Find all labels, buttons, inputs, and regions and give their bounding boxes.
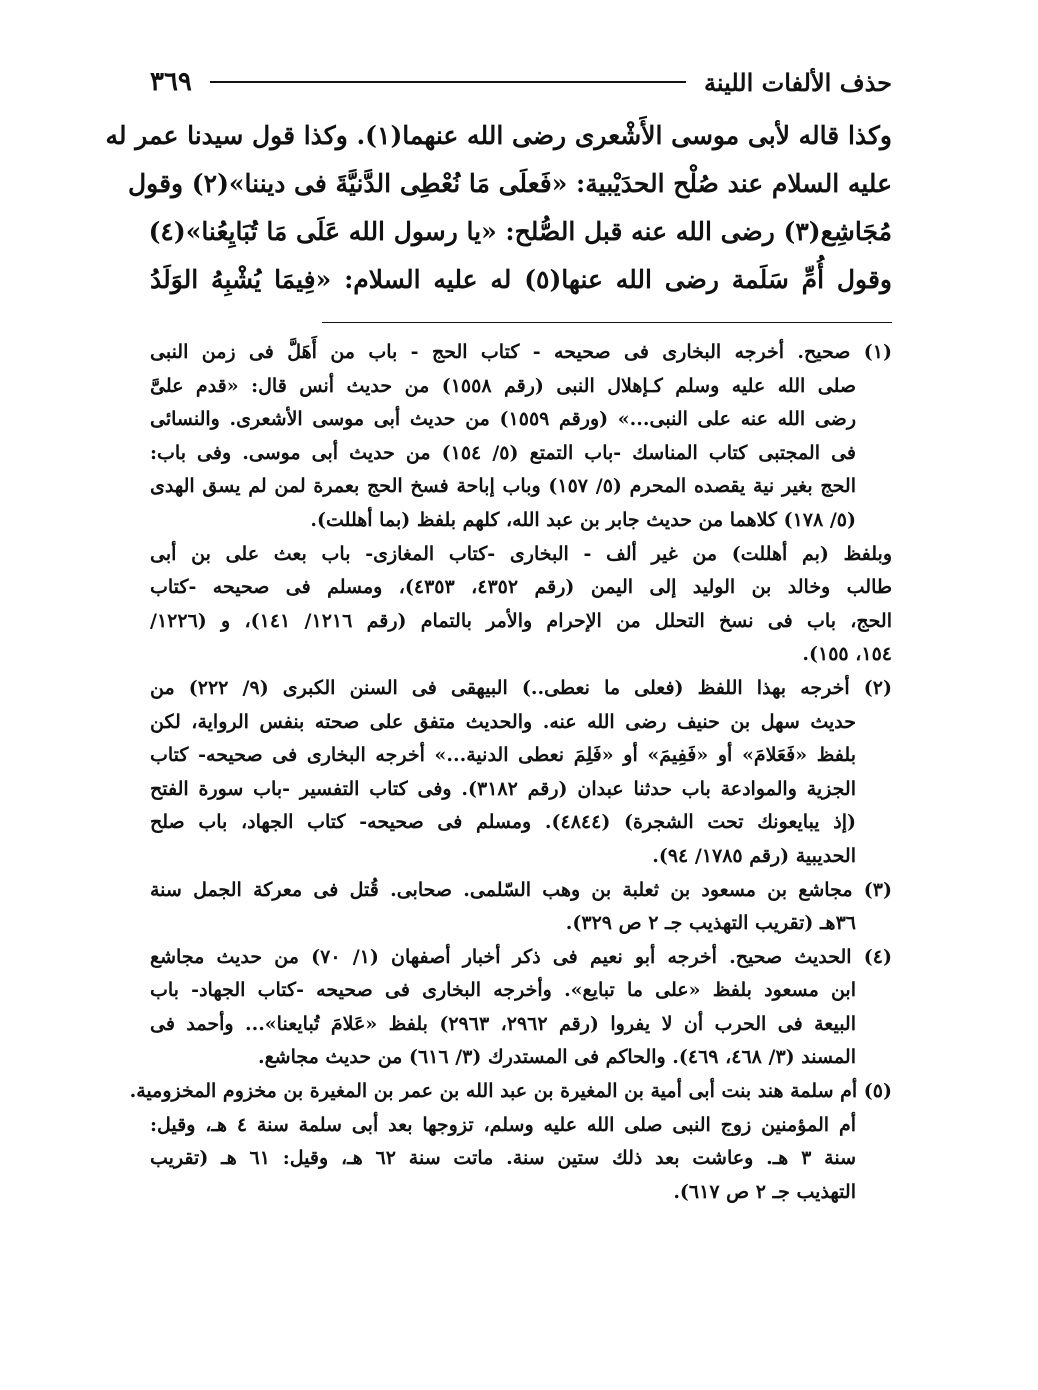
footnote-line: (٥) أم سلمة هند بنت أبى أمية بن المغيرة بن عبد الله بن عمر بن المغيرة بن مخزوم المخزومية.	[129, 1080, 892, 1103]
footnote-line: فى المجتبى كتاب المناسك -باب التمتع (٥/ ١٥٤) من حديث أبى موسى. وفى باب:	[150, 441, 856, 464]
footnote-line: حديث سهل بن حنيف رضى الله عنه. والحديث متفق على صحته بنفس الرواية، لكن	[150, 710, 856, 733]
footnote-separator	[322, 322, 892, 323]
page-header	[150, 62, 892, 102]
footnote-line: الجزية والموادعة باب حدثنا عبدان (رقم ٣١٨٢). وفى كتاب التفسير -باب سورة الفتح	[150, 777, 856, 800]
footnote-line: ابن مسعود بلفظ «على ما تبايع». وأخرجه البخارى فى صحيحه -كتاب الجهاد- باب	[150, 979, 856, 1002]
footnote-line: رضى الله عنه على النبى...» (ورقم ١٥٥٩) من حديث أبى موسى الأشعرى. والنسائى	[150, 408, 856, 431]
running-title: حذف الألفات اللينة	[703, 67, 892, 97]
body-line: وكذا قاله لأبى موسى الأَشْعرى رضى الله عنهما(١). وكذا قول سيدنا عمر له	[105, 121, 892, 150]
header-rule	[210, 81, 686, 83]
footnote-line: (٢) أخرجه بهذا اللفظ (فعلى ما نعطى..) البيهقى فى السنن الكبرى (٩/ ٢٢٢) من	[150, 676, 892, 699]
footnote-line: ٣٦هـ (تقريب التهذيب جـ ٢ ص ٣٢٩).	[565, 912, 856, 935]
footnote-line: وبلفظ (بم أهللت) من غير ألف - البخارى -كتاب المغازى- باب بعث على بن أبى	[150, 542, 892, 565]
footnote-line: (٥/ ١٧٨) كلاهما من حديث جابر بن عبد الله، كلهم بلفظ (بما أهللت).	[310, 508, 856, 531]
footnote-line: ١٥٤، ١٥٥).	[802, 643, 892, 666]
footnote-line: طالب وخالد بن الوليد إلى اليمن (رقم ٤٣٥٢، ٤٣٥٣)، ومسلم فى صحيحه -كتاب	[150, 576, 893, 599]
footnote-line: الحج، باب فى نسخ التحلل من الإحرام والأمر بالتمام (رقم ١٢١٦/ ١٤١)، و (١٢٢٦/	[150, 609, 893, 632]
page-number: ٣٦٩	[150, 67, 192, 97]
footnote-line: المسند (٣/ ٤٦٨، ٤٦٩). والحاكم فى المستدرك (٣/ ٦١٦) من حديث مجاشع.	[257, 1046, 856, 1069]
footnote-line: أم المؤمنين زوج النبى صلى الله عليه وسلم، تزوجها بعد أبى سلمة سنة ٤ هـ، وقيل:	[150, 1113, 856, 1136]
body-line: عليه السلام عند صُلْح الحدَيْبية: «فَعلَى مَا نُعْطِى الدَّنيَّةَ فى ديننا»(٢) وقول	[128, 169, 892, 198]
footnote-line: بلفظ «فَعَلامَ» أو «فَفِيمَ» أو «فَلِمَ نعطى الدنية...» أخرجه البخارى فى صحيحه- كتاب	[150, 744, 856, 767]
footnotes	[129, 336, 893, 1209]
main-text	[105, 112, 892, 304]
footnote-line: (٣) مجاشع بن مسعود بن ثعلبة بن وهب السّلمى. صحابى. قُتل فى معركة الجمل سنة	[150, 878, 892, 901]
footnote-line: البيعة فى الحرب أن لا يفروا (رقم ٢٩٦٢، ٢٩٦٣) بلفظ «عَلامَ تُبايعنا»... وأحمد فى	[150, 1012, 857, 1035]
body-line: وقول أُمِّ سَلَمة رضى الله عنها(٥) له عليه السلام: «فِيمَا يُشْبِهُ الوَلَدُ	[150, 265, 892, 294]
footnote-line: الحديبية (رقم ١٧٨٥/ ٩٤).	[652, 844, 856, 867]
footnote-line: (١) صحيح. أخرجه البخارى فى صحيحه - كتاب الحج - باب من أَهَلَّ فى زمن النبى	[150, 341, 892, 363]
footnote-line: صلى الله عليه وسلم كـإهلال النبى (رقم ١٥٥٨) من حديث أنس قال: «قدم علىَّ	[150, 374, 856, 397]
body-line: مُجَاشِع(٣) رضى الله عنه قبل الصُّلح: «يا رسول الله عَلَى مَا تُبَايِعُنا»(٤)	[148, 217, 892, 246]
footnote-line: (إذ يبايعونك تحت الشجرة) (٤٨٤٤). ومسلم فى صحيحه- كتاب الجهاد، باب صلح	[150, 811, 856, 834]
footnote-line: (٤) الحديث صحيح. أخرجه أبو نعيم فى ذكر أخبار أصفهان (١/ ٧٠) من حديث مجاشع	[150, 945, 892, 968]
footnote-line: سنة ٣ هـ. وعاشت بعد ذلك ستين سنة. ماتت سنة ٦٢ هـ، وقيل: ٦١ هـ (تقريب	[150, 1147, 856, 1170]
footnote-line: الحج بغير نية يقصده المحرم (٥/ ١٥٧) وباب إباحة فسخ الحج بعمرة لمن لم يسق الهدى	[150, 475, 856, 498]
footnote-line: التهذيب جـ ٢ ص ٦١٧).	[673, 1180, 856, 1203]
